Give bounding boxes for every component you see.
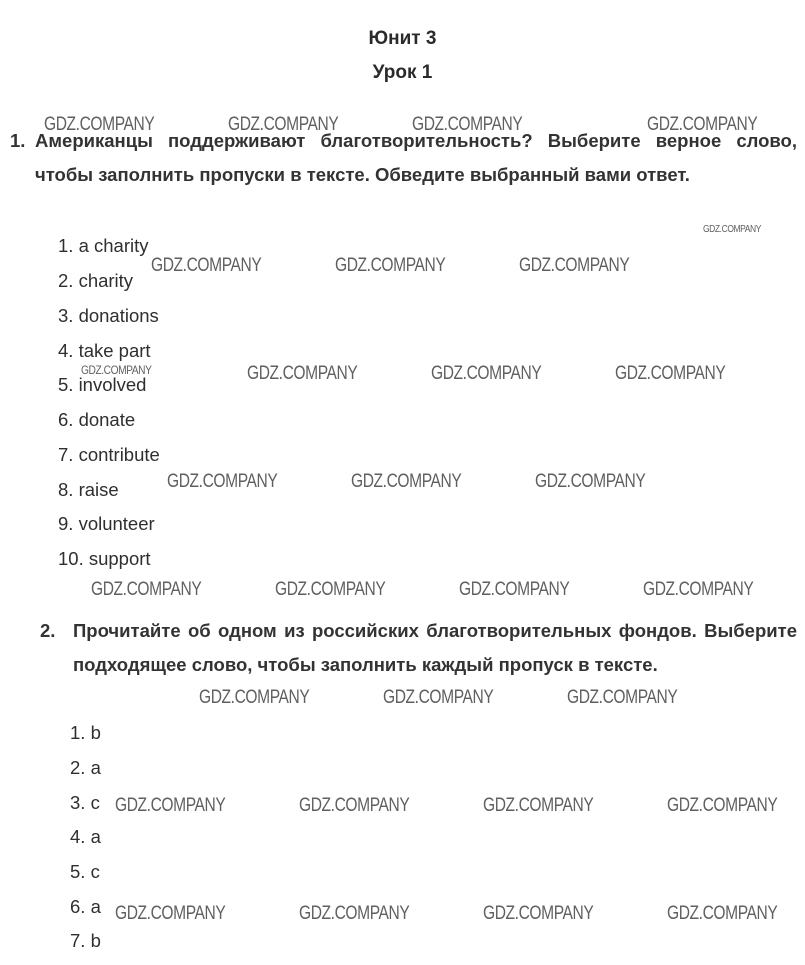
watermark: GDZ.COMPANY: [351, 471, 462, 492]
watermark: GDZ.COMPANY: [667, 795, 778, 816]
task-2-answer: 1. b: [70, 722, 101, 743]
watermark: GDZ.COMPANY: [335, 255, 446, 276]
task-1-answer: 10. support: [58, 548, 151, 569]
watermark: GDZ.COMPANY: [459, 579, 570, 600]
watermark: GDZ.COMPANY: [535, 471, 646, 492]
watermark: GDZ.COMPANY: [383, 687, 494, 708]
watermark: GDZ.COMPANY: [299, 903, 410, 924]
watermark: GDZ.COMPANY: [115, 795, 226, 816]
watermark: GDZ.COMPANY: [44, 114, 155, 135]
watermark: GDZ.COMPANY: [115, 903, 226, 924]
task-2-answer: 6. a: [70, 896, 101, 917]
task-2-instruction: Прочитайте об одном из российских благотворительных фондов. Выберите подходящее слово, чтобы заполнить каждый пропуск в тексте.: [73, 620, 797, 675]
task-1-answer: 2. charity: [58, 270, 134, 291]
task-1-answer: 9. volunteer: [58, 513, 155, 534]
task-2-answer: 3. c: [70, 792, 100, 813]
watermark: GDZ.COMPANY: [228, 114, 339, 135]
watermark: GDZ.COMPANY: [567, 687, 678, 708]
watermark: GDZ.COMPANY: [647, 114, 758, 135]
task-1-answer: 1. a charity: [58, 235, 149, 256]
watermark: GDZ.COMPANY: [615, 363, 726, 384]
task-2-answer: 7. b: [70, 930, 101, 951]
task-1: [0, 124, 805, 234]
watermark: GDZ.COMPANY: [275, 579, 386, 600]
watermark: GDZ.COMPANY: [431, 363, 542, 384]
task-1-answer: 6. donate: [58, 409, 136, 430]
watermark: GDZ.COMPANY: [703, 224, 761, 235]
lesson-title: Урок 1: [372, 62, 433, 83]
watermark: GDZ.COMPANY: [247, 363, 358, 384]
watermark: GDZ.COMPANY: [519, 255, 630, 276]
watermark: GDZ.COMPANY: [412, 114, 523, 135]
task-1-number: 1.: [10, 130, 26, 151]
watermark: GDZ.COMPANY: [167, 471, 278, 492]
watermark: GDZ.COMPANY: [643, 579, 754, 600]
task-1-answer: 4. take part: [58, 340, 151, 361]
watermark: GDZ.COMPANY: [483, 795, 594, 816]
watermark: GDZ.COMPANY: [81, 363, 152, 377]
task-1-answer: 7. contribute: [58, 444, 160, 465]
task-2-answer: 2. a: [70, 757, 101, 778]
watermark: GDZ.COMPANY: [151, 255, 262, 276]
watermark: GDZ.COMPANY: [91, 579, 202, 600]
watermark: GDZ.COMPANY: [483, 903, 594, 924]
task-1-instruction: Американцы поддерживают благотворительность? Выберите верное слово, чтобы заполнить пропуски в тексте. Обведите выбранный вами ответ.: [35, 130, 797, 185]
watermark: GDZ.COMPANY: [299, 795, 410, 816]
watermark: GDZ.COMPANY: [199, 687, 310, 708]
task-1-answer: 8. raise: [58, 479, 119, 500]
unit-title: Юнит 3: [368, 28, 437, 49]
task-2-answer: 5. c: [70, 861, 100, 882]
task-2-number: 2.: [40, 620, 56, 641]
task-2-answer: 4. a: [70, 826, 101, 847]
task-1-answer: 3. donations: [58, 305, 159, 326]
watermark: GDZ.COMPANY: [667, 903, 778, 924]
task-1-answer: 5. involved: [58, 374, 147, 395]
